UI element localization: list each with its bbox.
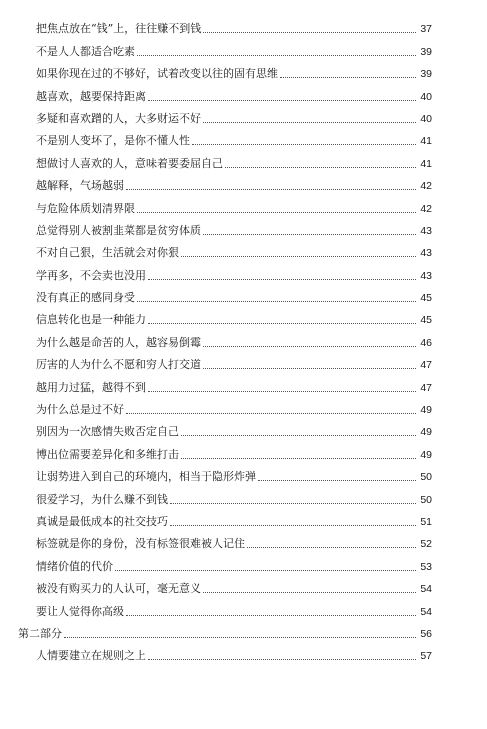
toc-entry-title: 为什么总是过不好 [36,403,124,417]
toc-entry-title: 要让人觉得你高级 [36,604,124,618]
toc-entry-title: 真诚是最低成本的社交技巧 [36,514,168,528]
toc-page-number: 56 [420,627,432,640]
toc-dot-leader [148,659,416,660]
toc-page-number: 54 [420,583,432,596]
toc-entry-title: 没有真正的感同身受 [36,291,135,305]
toc-entry[interactable] [0,551,487,573]
toc-entry-title: 博出位需要差异化和多维打击 [36,447,179,461]
toc-entry-title: 被没有购买力的人认可，毫无意义 [36,582,201,596]
toc-page-number: 52 [420,538,432,551]
toc-entry-title: 多疑和喜欢蹭的人，大多财运不好 [36,111,201,125]
toc-dot-leader [181,458,416,459]
toc-dot-leader [137,212,416,213]
toc-entry[interactable] [0,36,487,58]
toc-entry[interactable] [0,193,487,215]
toc-entry[interactable] [0,462,487,484]
toc-page-number: 39 [420,45,432,58]
toc-page-number: 43 [420,224,432,237]
toc-page-number: 49 [420,404,432,417]
toc-part-heading[interactable] [0,619,487,641]
toc-entry-title: 不是人人都适合吃素 [36,44,135,58]
toc-entry[interactable] [0,484,487,506]
toc-page-number: 49 [420,448,432,461]
toc-dot-leader [280,77,416,78]
toc-entry[interactable] [0,350,487,372]
toc-dot-leader [225,167,416,168]
toc-entry-title: 总觉得别人被割韭菜都是贫穷体质 [36,223,201,237]
toc-entry-title: 情绪价值的代价 [36,559,113,573]
toc-page-number: 54 [420,605,432,618]
toc-entry[interactable] [0,126,487,148]
toc-page-number: 41 [420,135,432,148]
toc-entry-title: 厉害的人为什么不愿和穷人打交道 [36,358,201,372]
toc-entry[interactable] [0,59,487,81]
toc-entry[interactable] [0,596,487,618]
toc-page-number: 42 [420,202,432,215]
toc-dot-leader [203,346,416,347]
toc-entry[interactable] [0,14,487,36]
toc-entry-title: 让弱势进入到自己的环境内，相当于隐形炸弹 [36,470,256,484]
toc-dot-leader [170,525,416,526]
toc-entry[interactable] [0,81,487,103]
toc-dot-leader [64,637,416,638]
toc-entry-title: 如果你现在过的不够好，试着改变以往的固有思维 [36,67,278,81]
toc-dot-leader [192,144,416,145]
toc-entry-title: 很爱学习，为什么赚不到钱 [36,492,168,506]
toc-page-number: 40 [420,90,432,103]
toc-entry-title: 不对自己狠，生活就会对你狠 [36,246,179,260]
toc-entry-title: 别因为一次感情失败否定自己 [36,425,179,439]
toc-dot-leader [203,234,416,235]
toc-page-number: 50 [420,493,432,506]
toc-dot-leader [258,480,416,481]
toc-entry[interactable] [0,327,487,349]
toc-entry[interactable] [0,372,487,394]
toc-page-number: 46 [420,336,432,349]
toc-entry[interactable] [0,417,487,439]
toc-entry[interactable] [0,238,487,260]
toc-entry-title: 越喜欢，越要保持距离 [36,89,146,103]
toc-entry-title: 学再多，不会卖也没用 [36,268,146,282]
toc-entry[interactable] [0,171,487,193]
toc-page-number: 45 [420,314,432,327]
table-of-contents [0,14,487,663]
toc-page-number: 42 [420,180,432,193]
toc-dot-leader [247,547,416,548]
toc-entry[interactable] [0,507,487,529]
toc-entry-title: 与危险体质划清界限 [36,201,135,215]
toc-dot-leader [203,32,416,33]
toc-entry[interactable] [0,148,487,170]
toc-entry[interactable] [0,216,487,238]
toc-dot-leader [148,279,416,280]
toc-page-number: 45 [420,292,432,305]
toc-entry-title: 不是别人变坏了，是你不懂人性 [36,134,190,148]
toc-page-number: 43 [420,247,432,260]
toc-page-number: 47 [420,359,432,372]
toc-dot-leader [126,413,416,414]
toc-entry-title: 标签就是你的身份，没有标签很难被人记住 [36,537,245,551]
toc-entry-title: 人情要建立在规则之上 [36,649,146,663]
toc-page-number: 49 [420,426,432,439]
toc-page-number: 39 [420,68,432,81]
toc-dot-leader [203,368,416,369]
toc-entry-title: 想做讨人喜欢的人，意味着要委屈自己 [36,156,223,170]
toc-dot-leader [203,122,416,123]
toc-entry[interactable] [0,574,487,596]
toc-page-number: 53 [420,560,432,573]
toc-entry[interactable] [0,641,487,663]
toc-dot-leader [148,391,416,392]
toc-dot-leader [148,323,416,324]
toc-dot-leader [181,435,416,436]
toc-dot-leader [126,189,416,190]
toc-page-number: 43 [420,269,432,282]
toc-dot-leader [148,100,416,101]
toc-page-number: 37 [420,23,432,36]
toc-entry-title: 越用力过猛，越得不到 [36,380,146,394]
toc-entry-title: 信息转化也是一种能力 [36,313,146,327]
toc-entry[interactable] [0,305,487,327]
toc-entry[interactable] [0,260,487,282]
toc-dot-leader [181,256,416,257]
toc-dot-leader [137,301,416,302]
toc-dot-leader [115,570,416,571]
toc-page-number: 57 [420,650,432,663]
toc-entry[interactable] [0,529,487,551]
toc-dot-leader [137,55,416,56]
toc-entry[interactable] [0,395,487,417]
toc-entry[interactable] [0,283,487,305]
toc-page-number: 50 [420,471,432,484]
toc-entry-title: 把焦点放在“钱”上，往往赚不到钱 [36,22,202,36]
toc-page-number: 40 [420,112,432,125]
toc-dot-leader [170,503,416,504]
toc-entry-title: 第二部分 [18,626,62,640]
toc-page-number: 47 [420,381,432,394]
toc-entry[interactable] [0,439,487,461]
toc-dot-leader [203,592,416,593]
toc-entry-title: 为什么越是命苦的人，越容易倒霉 [36,335,201,349]
toc-dot-leader [126,615,416,616]
toc-page-number: 41 [420,157,432,170]
toc-page-number: 51 [420,515,432,528]
toc-entry[interactable] [0,104,487,126]
toc-entry-title: 越解释，气场越弱 [36,179,124,193]
